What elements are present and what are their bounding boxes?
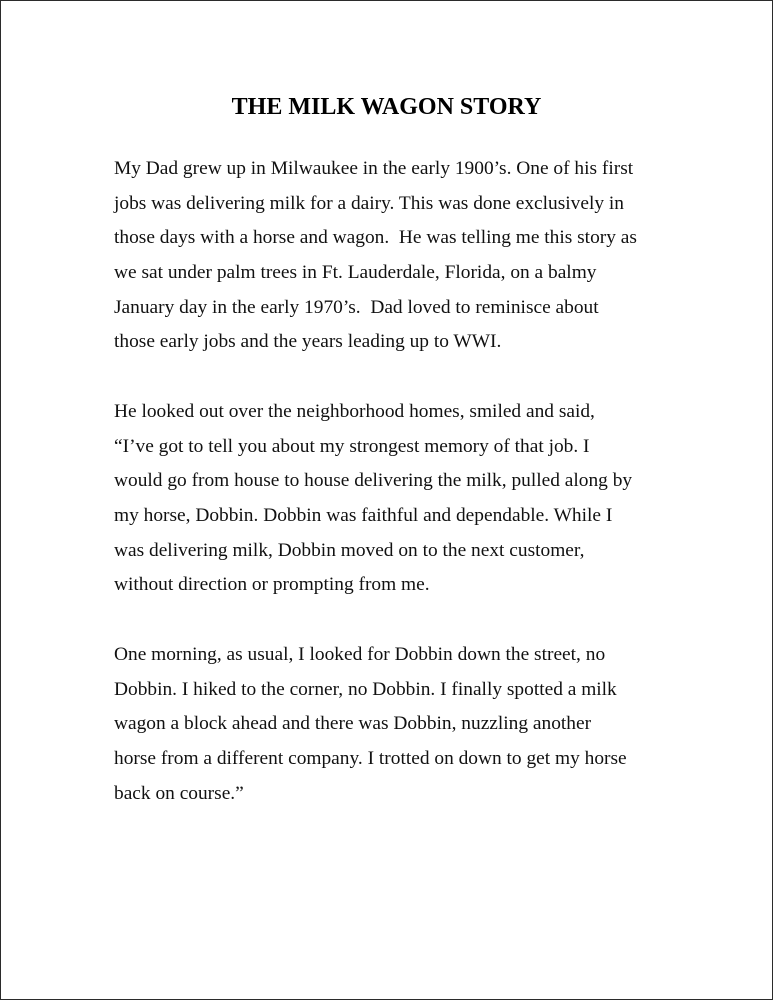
- text-line: “I’ve got to tell you about my strongest memory of that job. I: [114, 435, 590, 457]
- text-line: back on course.”: [114, 782, 244, 804]
- text-line: One morning, as usual, I looked for Dobbin down the street, no: [114, 644, 606, 665]
- text-line: those early jobs and the years leading up to WWI.: [114, 331, 502, 353]
- paragraph: [114, 152, 637, 360]
- document-title: THE MILK WAGON STORY: [231, 94, 542, 120]
- text-line: horse from a different company. I trotted on down to get my horse: [114, 748, 627, 770]
- text-line: those days with a horse and wagon. He was telling me this story as: [114, 227, 637, 249]
- text-line: was delivering milk, Dobbin moved on to the next customer,: [114, 539, 585, 561]
- text-line: my horse, Dobbin. Dobbin was faithful and dependable. While I: [114, 505, 613, 527]
- text-line: we sat under palm trees in Ft. Lauderdale, Florida, on a balmy: [114, 262, 597, 284]
- text-line: He looked out over the neighborhood homes, smiled and said,: [114, 401, 595, 422]
- text-line: Dobbin. I hiked to the corner, no Dobbin. I finally spotted a milk: [114, 678, 617, 700]
- paragraph: [114, 638, 627, 811]
- text-line: My Dad grew up in Milwaukee in the early 1900’s. One of his first: [114, 158, 634, 179]
- text-line: wagon a block ahead and there was Dobbin, nuzzling another: [114, 713, 592, 735]
- paragraph: [114, 395, 632, 603]
- text-line: jobs was delivering milk for a dairy. This was done exclusively in: [114, 192, 624, 214]
- text-line: would go from house to house delivering the milk, pulled along by: [114, 470, 633, 492]
- text-line: without direction or prompting from me.: [114, 574, 430, 596]
- text-line: January day in the early 1970’s. Dad loved to reminisce about: [114, 296, 599, 318]
